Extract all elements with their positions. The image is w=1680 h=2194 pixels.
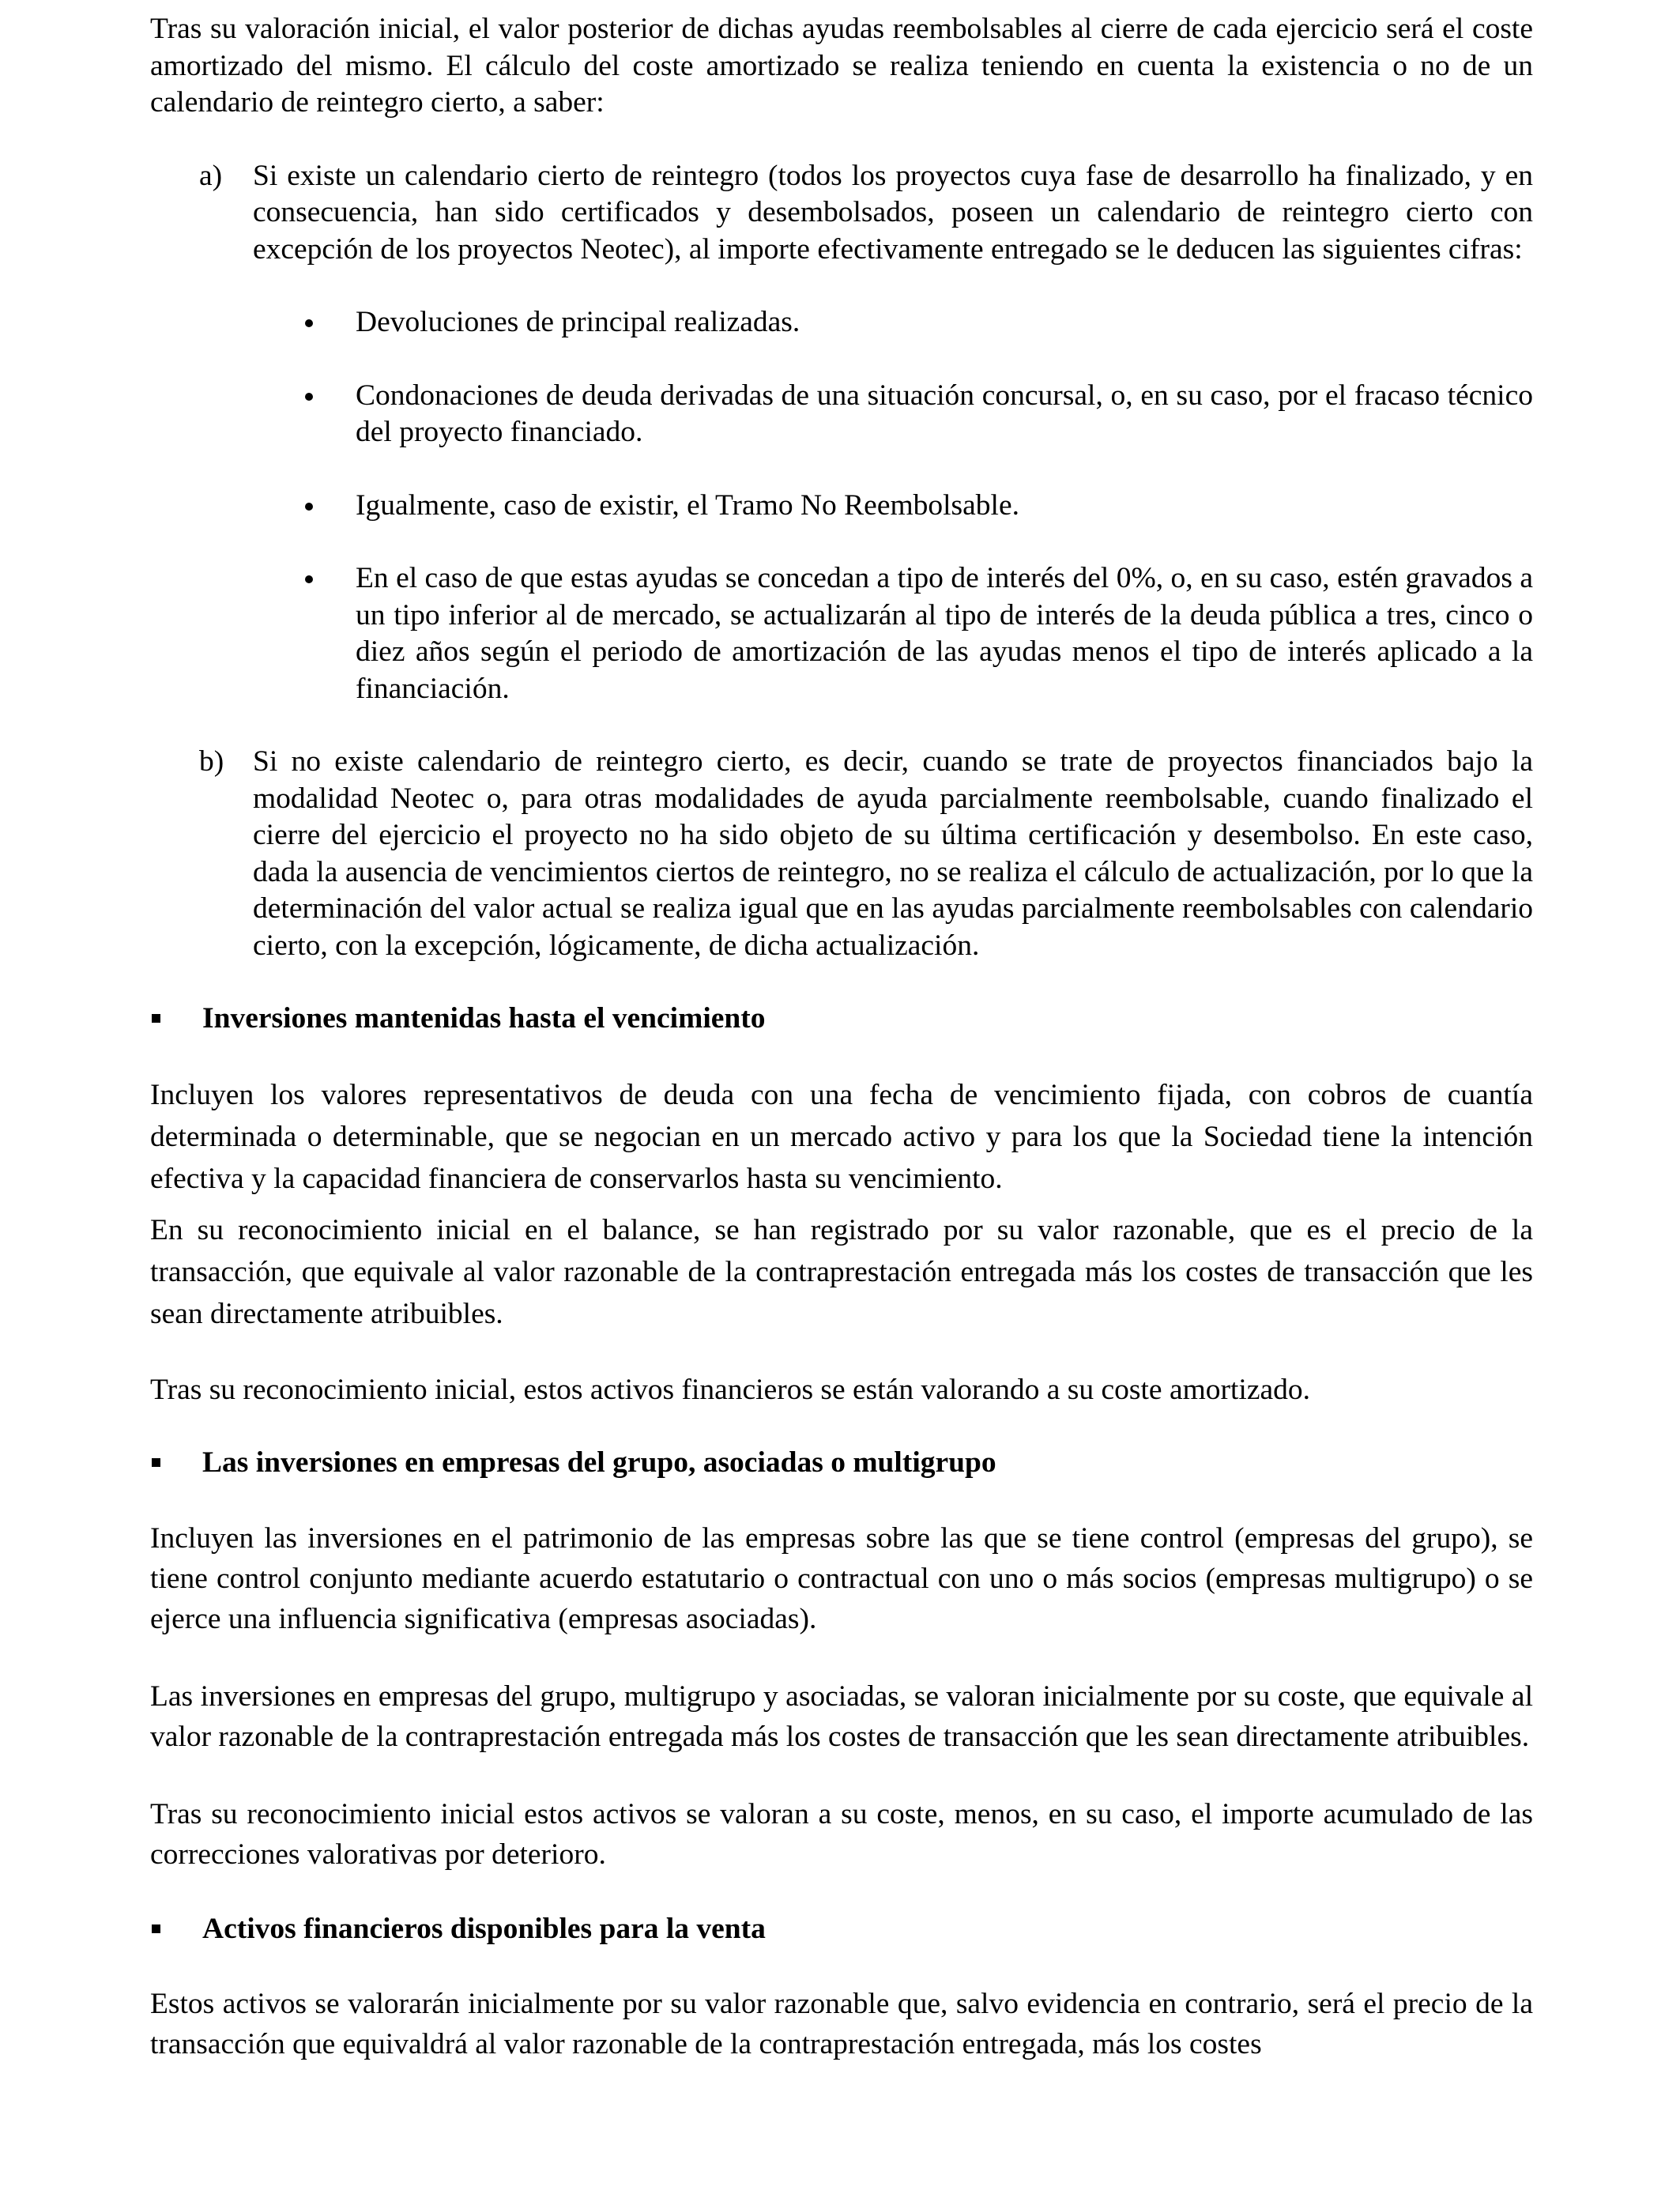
document-page [150,11,1533,2064]
section1-paragraph-3: Tras su reconocimiento inicial, estos activos financieros se están valorando a su coste amortizado. [150,1373,1310,1406]
section1-paragraph-1: Incluyen los valores representativos de deuda con una fecha de vencimiento fijada, con cobros de cuantía determinada o determinable, que se negocian en un mercado activo y para los que la Sociedad tiene la intención efectiva y la capacidad financiera de conservarlos hasta su vencimiento. [150,1078,1533,1195]
bullet-icon [305,503,313,511]
list-item-a-text: Si existe un calendario cierto de reintegro (todos los proyectos cuya fase de desarrollo ha finalizado, y en consecuencia, han sido certificados y desembolsados, poseen un calendario de reintegro cierto con excepción de los proyectos Neotec), al importe efectivamente entregado se le deducen las siguientes cifras: [253,159,1533,266]
section2-paragraph-3: Tras su reconocimiento inicial estos activos se valoran a su coste, menos, en su caso, el importe acumulado de las correcciones valorativas por deterioro. [150,1797,1533,1871]
section3-paragraph-1: Estos activos se valorarán inicialmente por su valor razonable que, salvo evidencia en contrario, será el precio de la transacción que equivaldrá al valor razonable de la contraprestación entregada, más los costes [150,1988,1533,2060]
list-item-b-text: Si no existe calendario de reintegro cierto, es decir, cuando se trate de proyectos financiados bajo la modalidad Neotec o, para otras modalidades de ayuda parcialmente reembolsable, cuando finalizado el cierre del ejercicio el proyecto no ha sido objeto de su última certificación y desembolso. En este caso, dada la ausencia de vencimientos ciertos de reintegro, no se realiza el cálculo de actualización, por lo que la determinación del valor actual se realiza igual que en las ayudas parcialmente reembolsables con calendario cierto, con la excepción, lógicamente, de dicha actualización. [253,745,1533,962]
square-bullet-icon [152,1458,160,1467]
section2-paragraph-1: Incluyen las inversiones en el patrimonio de las empresas sobre las que se tiene control (empresas del grupo), se tiene control conjunto mediante acuerdo estatutario o contractual con uno o más socios (empresas multigrupo) o se ejerce una influencia significativa (empresas asociadas). [150,1521,1533,1635]
bullet-icon [305,393,313,401]
list-marker-a: a) [199,159,223,192]
section-heading-disponibles: Activos financieros disponibles para la venta [150,1911,1533,1948]
bullet-icon [305,319,313,327]
square-bullet-icon [152,1014,160,1023]
list-marker-b: b) [199,745,224,778]
section-heading-vencimiento: Inversiones mantenidas hasta el vencimiento [150,1001,1533,1038]
bullet-icon [305,575,313,583]
bullet-item: Condonaciones de deuda derivadas de una situación concursal, o, en su caso, por el fracaso técnico del proyecto financiado. [150,378,1533,451]
list-item-b [150,744,1533,964]
section2-paragraph-2: Las inversiones en empresas del grupo, multigrupo y asociadas, se valoran inicialmente por su coste, que equivale al valor razonable de la contraprestación entregada más los costes de transacción que les sean directamente atribuibles. [150,1679,1533,1753]
list-item-a [150,158,1533,269]
bullet-item: Igualmente, caso de existir, el Tramo No Reembolsable. [150,488,1533,525]
square-bullet-icon [152,1924,160,1933]
section1-paragraph-2: En su reconocimiento inicial en el balance, se han registrado por su valor razonable, que es el precio de la transacción, que equivale al valor razonable de la contraprestación entregada más los costes de transacción que les sean directamente atribuibles. [150,1213,1533,1330]
section-heading-grupo: Las inversiones en empresas del grupo, asociadas o multigrupo [150,1445,1533,1482]
bullet-item: Devoluciones de principal realizadas. [150,304,1533,341]
bullet-item: En el caso de que estas ayudas se concedan a tipo de interés del 0%, o, en su caso, estén gravados a un tipo inferior al de mercado, se actualizarán al tipo de interés de la deuda pública a tres, cinco o diez años según el periodo de amortización de las ayudas menos el tipo de interés aplicado a la financiación. [150,560,1533,707]
bullet-list [150,304,1533,707]
intro-paragraph: Tras su valoración inicial, el valor posterior de dichas ayudas reembolsables al cierre de cada ejercicio será el coste amortizado del mismo. El cálculo del coste amortizado se realiza teniendo en cuenta la existencia o no de un calendario de reintegro cierto, a saber: [150,13,1533,119]
